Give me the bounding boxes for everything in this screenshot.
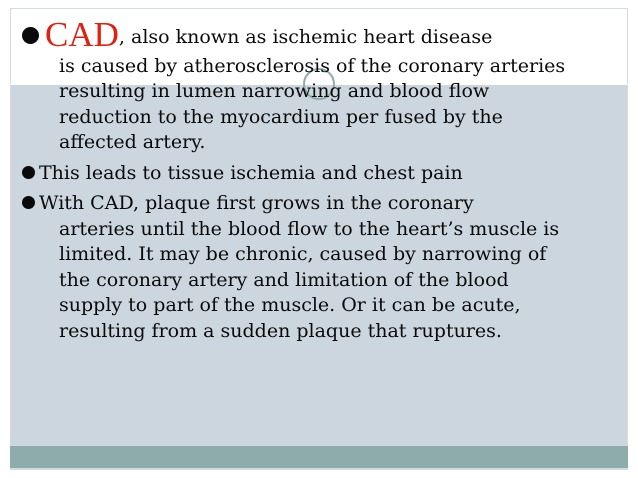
bullet-3-text: With CAD, plaque first grows in the coronary [39,192,474,214]
bullet-1-lead: , also known as ischemic heart disease [118,26,493,48]
bullet-3-line: arteries until the blood flow to the heart’s muscle is [59,217,560,240]
bullet-3-line: supply to part of the muscle. Or it can be acute, [59,294,521,316]
cad-term: CAD [45,15,119,54]
bullet-list [22,15,607,344]
bullet-dot-icon [22,27,39,44]
bullet-1-first-line [22,15,607,54]
bullet-2-line [22,161,607,187]
footer-line [10,468,628,470]
bullet-2-text: This leads to tissue ischemia and chest pain [39,161,463,184]
bullet-1-line: reduction to the myocardium per fused by the [59,105,503,128]
bullet-dot-icon [22,166,35,179]
bullet-1-line: affected artery. [59,131,206,153]
bullet-3-line: resulting from a sudden plaque that ruptures. [59,319,502,342]
bullet-dot-icon [22,196,35,209]
bullet-item-cad [22,15,607,156]
bullet-3-line: limited. It may be chronic, caused by narrowing of [59,243,547,265]
bullet-3-body [22,217,607,345]
footer-bar [10,446,628,468]
bullet-3-first-line [22,191,607,217]
bullet-1-line: resulting in lumen narrowing and blood flow [59,80,490,102]
bullet-1-line: is caused by atherosclerosis of the coronary arteries [59,54,566,77]
bullet-item-ischemia [22,161,607,187]
bullet-1-body [22,54,607,156]
bullet-3-line: the coronary artery and limitation of the blood [59,268,509,291]
bullet-item-plaque [22,191,607,344]
